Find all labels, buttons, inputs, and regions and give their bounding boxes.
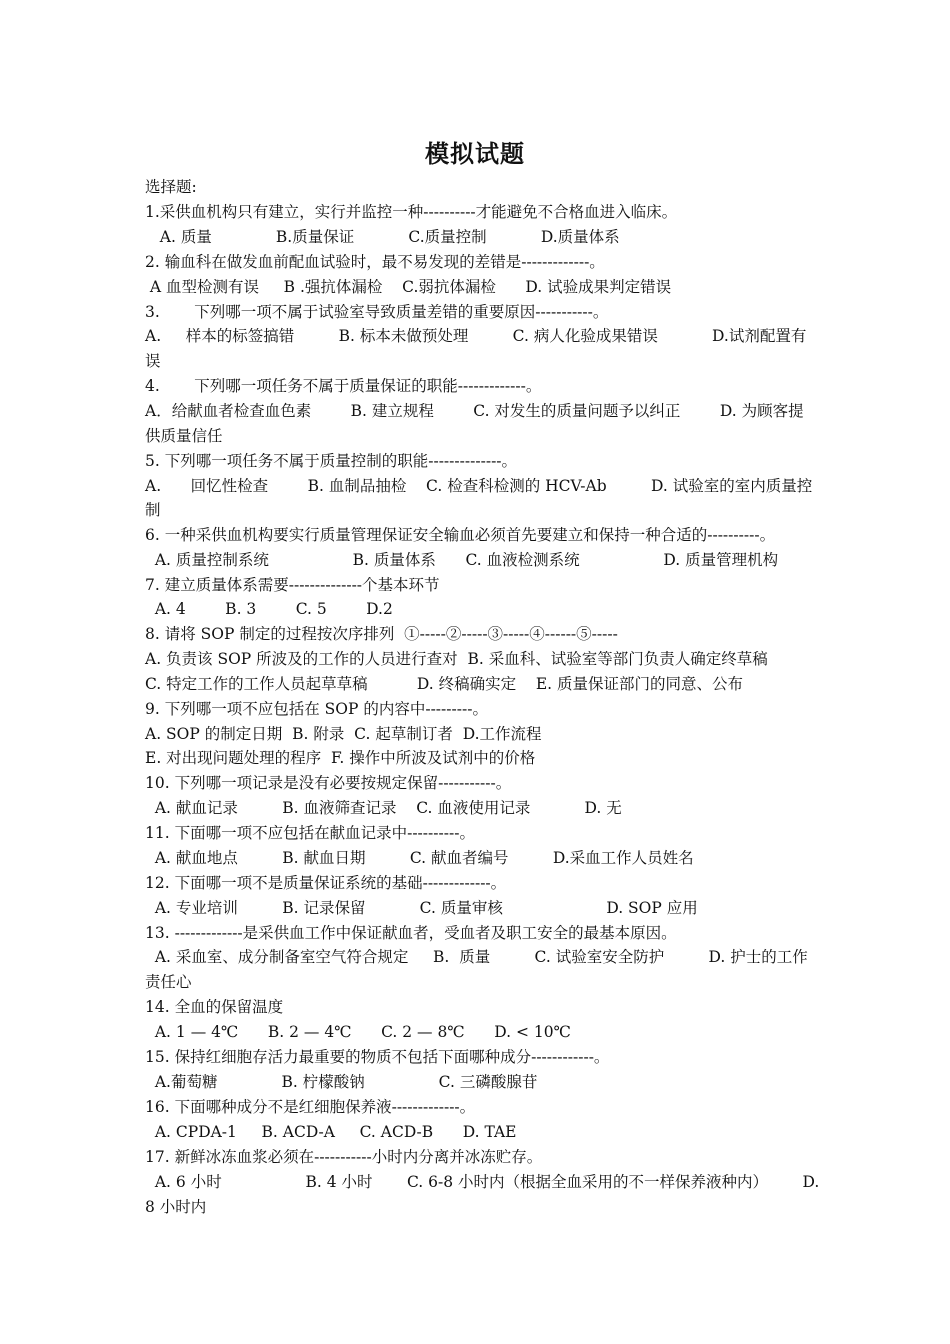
text-line: 责任心: [145, 973, 192, 991]
text-line: 供质量信任: [145, 427, 223, 445]
text-line: A. 质量 B.质量保证 C.质量控制 D.质量体系: [145, 228, 620, 246]
text-line: 15. 保持红细胞存活力最重要的物质不包括下面哪种成分------------。: [145, 1048, 610, 1066]
text-line: A. 样本的标签搞错 B. 标本未做预处理 C. 病人化验成果错误 D.试剂配置有: [145, 327, 807, 345]
text-line: 3. 下列哪一项不属于试验室导致质量差错的重要原因-----------。: [145, 303, 609, 321]
text-line: 17. 新鲜冰冻血浆必须在-----------小时内分离并冰冻贮存。: [145, 1148, 543, 1166]
text-line: C. 特定工作的工作人员起草草稿 D. 终稿确实定 E. 质量保证部门的同意、公布: [145, 675, 744, 693]
text-line: 8. 请将 SOP 制定的过程按次序排列 ①-----②-----③-----④------⑤-----: [145, 625, 618, 643]
text-line: 12. 下面哪一项不是质量保证系统的基础-------------。: [145, 874, 507, 892]
text-line: A. 6 小时 B. 4 小时 C. 6-8 小时内（根据全血采用的不一样保养液种内） D.: [145, 1173, 820, 1191]
text-line: A. 1 — 4℃ B. 2 — 4℃ C. 2 — 8℃ D. < 10℃: [145, 1023, 571, 1041]
text-line: 6. 一种采供血机构要实行质量管理保证安全输血必须首先要建立和保持一种合适的----------。: [145, 526, 776, 544]
text-line: A. 质量控制系统 B. 质量体系 C. 血液检测系统 D. 质量管理机构: [145, 551, 779, 569]
text-line: A. 献血记录 B. 血液筛查记录 C. 血液使用记录 D. 无: [145, 799, 622, 817]
text-line: A. 采血室、成分制备室空气符合规定 B. 质量 C. 试验室安全防护 D. 护士的工作: [145, 948, 808, 966]
text-line: A. 专业培训 B. 记录保留 C. 质量审核 D. SOP 应用: [145, 899, 698, 917]
text-line: 9. 下列哪一项不应包括在 SOP 的内容中---------。: [145, 700, 488, 718]
text-line: A 血型检测有误 B .强抗体漏检 C.弱抗体漏检 D. 试验成果判定错误: [145, 278, 672, 296]
text-line: A. 4 B. 3 C. 5 D.2: [145, 600, 393, 618]
text-line: 制: [145, 501, 161, 519]
text-line: A. CPDA-1 B. ACD-A C. ACD-B D. TAE: [145, 1123, 517, 1141]
text-line: 5. 下列哪一项任务不属于质量控制的职能--------------。: [145, 452, 518, 470]
text-line: 8 小时内: [145, 1198, 207, 1216]
text-line: A. 献血地点 B. 献血日期 C. 献血者编号 D.采血工作人员姓名: [145, 849, 694, 867]
text-line: 7. 建立质量体系需要--------------个基本环节: [145, 576, 440, 594]
text-line: 10. 下列哪一项记录是没有必要按规定保留-----------。: [145, 774, 512, 792]
text-line: 4. 下列哪一项任务不属于质量保证的职能-------------。: [145, 377, 542, 395]
text-line: A. 负责该 SOP 所波及的工作的人员进行查对 B. 采血科、试验室等部门负责人确定终草稿: [145, 650, 768, 668]
text-line: A. 回忆性检查 B. 血制品抽检 C. 检查科检测的 HCV-Ab D. 试验室的室内质量控: [145, 477, 813, 495]
text-line: A．给献血者检查血色素 B. 建立规程 C. 对发生的质量问题予以纠正 D. 为顾客提: [145, 402, 804, 420]
text-line: 误: [145, 352, 161, 370]
text-line: A.葡萄糖 B. 柠檬酸钠 C. 三磷酸腺苷: [145, 1073, 538, 1091]
text-line: 13. -------------是采供血工作中保证献血者，受血者及职工安全的最基本原因。: [145, 924, 677, 942]
text-line: 14. 全血的保留温度: [145, 998, 284, 1016]
text-line: 1.采供血机构只有建立，实行并监控一种----------才能避免不合格血进入临床。: [145, 203, 678, 221]
text-line: 16. 下面哪种成分不是红细胞保养液-------------。: [145, 1098, 476, 1116]
page-title: 模拟试题: [425, 139, 525, 168]
text-line: 选择题:: [145, 178, 197, 196]
text-line: 2. 输血科在做发血前配血试验时，最不易发现的差错是-------------。: [145, 253, 605, 271]
text-line: E. 对出现问题处理的程序 F. 操作中所波及试剂中的价格: [145, 749, 536, 767]
text-line: A. SOP 的制定日期 B. 附录 C. 起草制订者 D.工作流程: [145, 725, 542, 743]
text-line: 11. 下面哪一项不应包括在献血记录中----------。: [145, 824, 475, 842]
